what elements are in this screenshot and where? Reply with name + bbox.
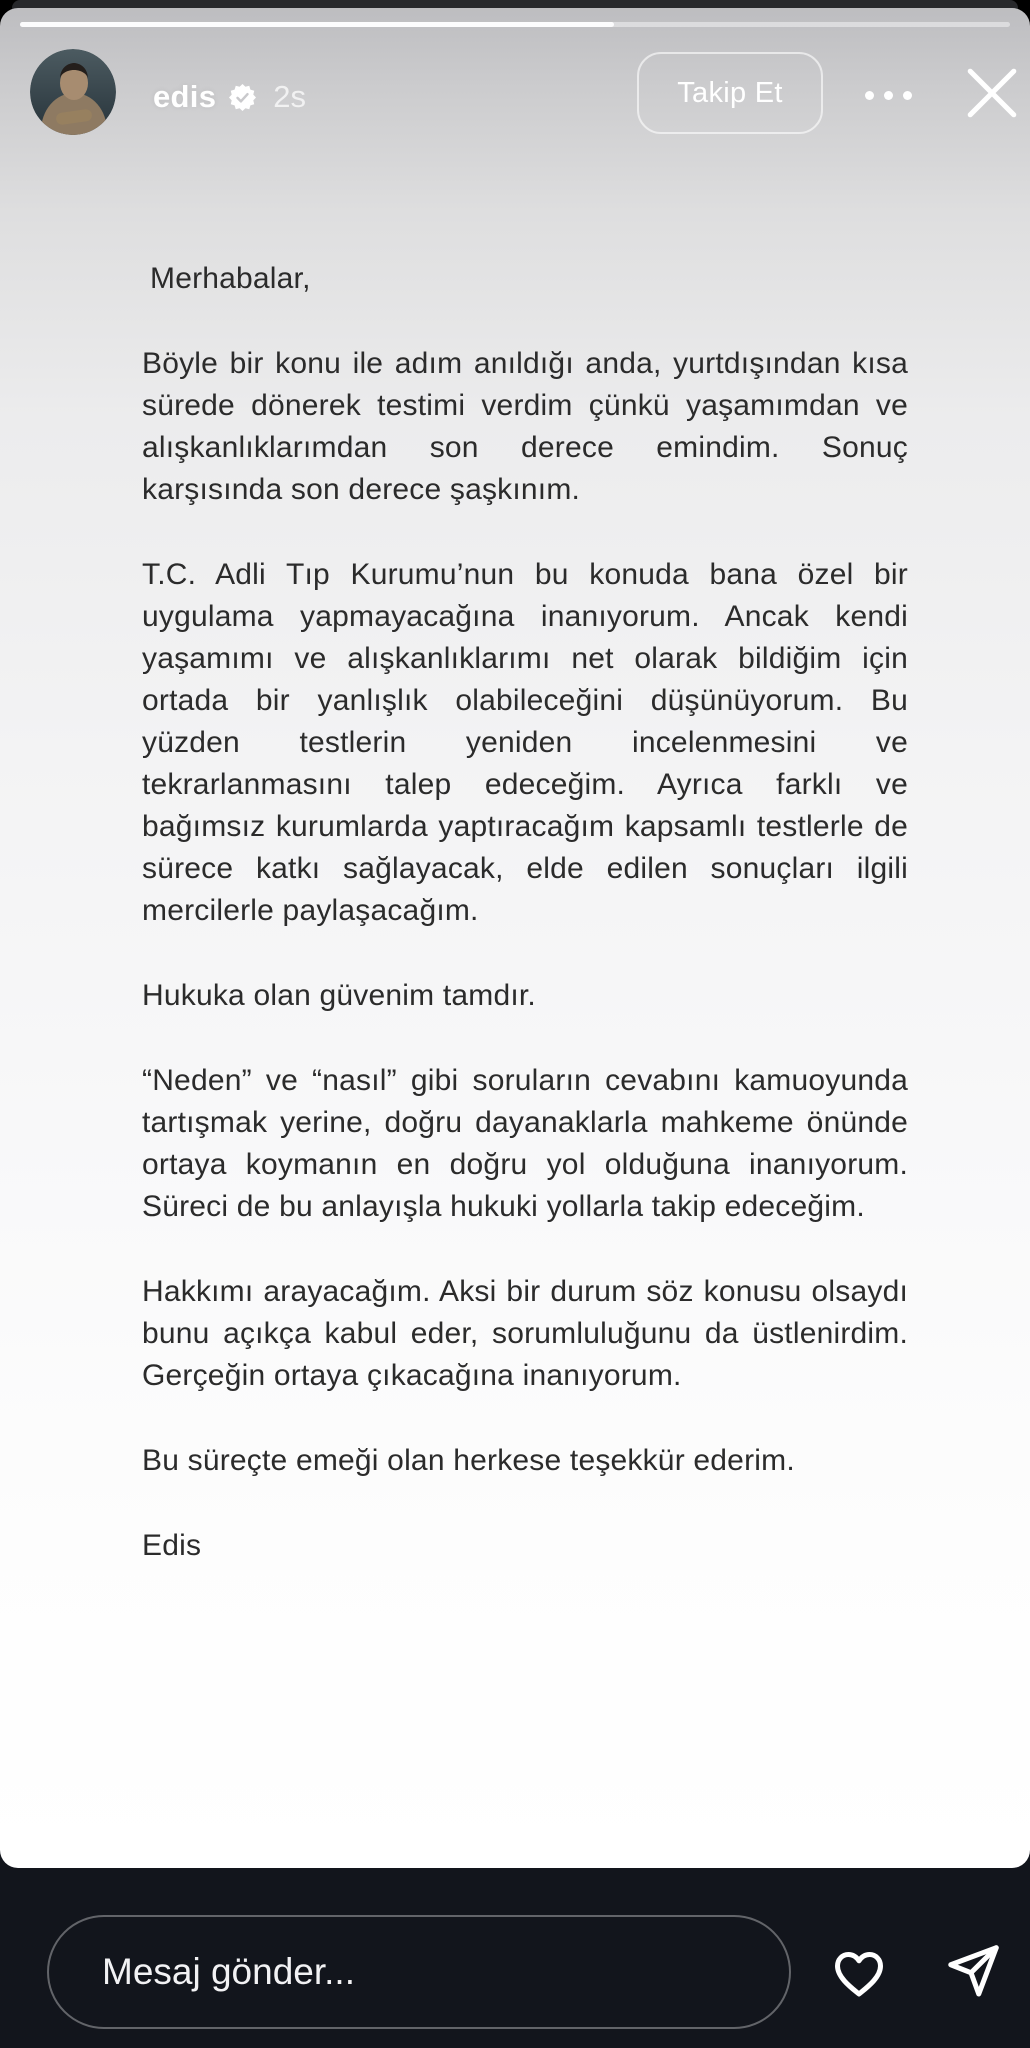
story-header-info [153, 78, 306, 116]
story-card [0, 8, 1030, 1868]
share-icon [943, 1941, 1003, 2001]
more-options-icon [865, 91, 912, 100]
avatar[interactable] [30, 49, 116, 135]
more-options-button[interactable] [862, 80, 914, 110]
letter-paragraph: “Neden” ve “nasıl” gibi soruların cevabını kamuoyunda tartışmak yerine, doğru dayanaklarla mahkeme önünde ortaya koymanın en doğru yol olduğuna inanıyorum. Süreci de bu anlayışla hukuki yollarla takip edeceğim. [142, 1064, 908, 1223]
statement-letter [142, 258, 908, 1610]
letter-paragraph: Hakkımı arayacağım. Aksi bir durum söz konusu olsaydı bunu açıkça kabul eder, sorumluluğunu da üstlenirdim. Gerçeğin ortaya çıkacağına inanıyorum. [142, 1275, 908, 1392]
username[interactable]: edis [153, 79, 217, 114]
letter-greeting: Merhabalar, [150, 262, 311, 295]
letter-paragraph: T.C. Adli Tıp Kurumu’nun bu konuda bana özel bir uygulama yapmayacağına inanıyorum. Ancak kendi yaşamımı ve alışkanlıklarımı net olarak bildiğim için ortada bir yanlışlık olabileceğini düşünüyorum. Bu yüzden testlerin yeniden incelenmesini ve tekrarlanmasını talep edeceğim. Ayrıca farklı ve bağımsız kurumlarda yaptıracağım kapsamlı testlerle de sürece katkı sağlayacak, elde edilen sonuçları ilgili mercilerle paylaşacağım. [142, 558, 908, 927]
story-progress-bar [20, 22, 1010, 27]
story-progress-fill [20, 22, 614, 27]
message-input[interactable] [47, 1915, 791, 2029]
follow-button[interactable]: Takip Et [637, 52, 823, 134]
letter-paragraph: Böyle bir konu ile adım anıldığı anda, yurtdışından kısa sürede dönerek testimi verdim çünkü yaşamımdan ve alışkanlıklarımdan son derece emindim. Sonuç karşısında son derece şaşkınım. [142, 347, 908, 506]
story-timestamp: 2s [273, 79, 306, 114]
heart-icon [829, 1943, 889, 2003]
close-icon [965, 66, 1019, 120]
letter-signature: Edis [142, 1529, 202, 1562]
letter-paragraph: Hukuka olan güvenim tamdır. [142, 979, 536, 1012]
close-button[interactable] [964, 65, 1020, 121]
like-button[interactable] [828, 1942, 890, 2004]
story-reply-bar [0, 1845, 1030, 2048]
verified-badge-icon [229, 84, 256, 111]
letter-paragraph: Bu süreçte emeği olan herkese teşekkür ederim. [142, 1444, 795, 1477]
avatar-image [30, 49, 116, 135]
share-button[interactable] [942, 1940, 1004, 2002]
